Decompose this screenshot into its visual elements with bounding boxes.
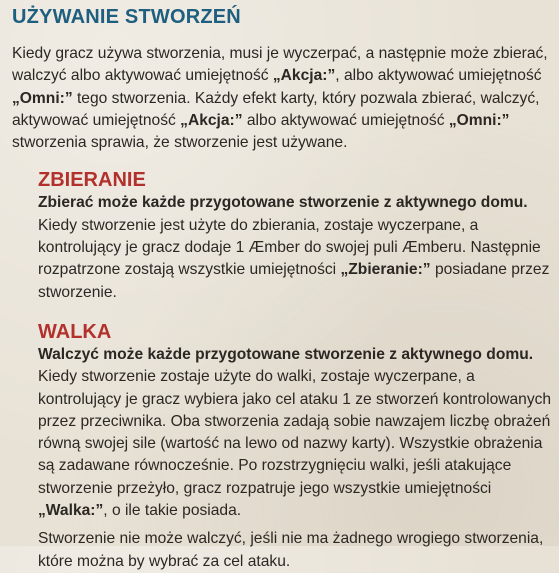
- intro-text: albo aktywować umiejętność: [242, 111, 449, 129]
- intro-keyword: „Akcja:”: [180, 111, 243, 129]
- rules-page: [12, 6, 552, 573]
- intro-text: tego stworzenia. Każdy efekt karty, który pozwala zbierać, walczyć, aktywować umiejętność: [12, 89, 540, 129]
- walka-body-2: , o ile takie posiada.: [103, 502, 242, 520]
- intro-paragraph: [12, 43, 552, 154]
- intro-keyword: „Omni:”: [12, 89, 73, 107]
- zbieranie-keyword: „Zbieranie:”: [340, 261, 431, 279]
- intro-text: Kiedy gracz używa stworzenia, musi je wyczerpać, a następnie może zbierać, walczyć albo aktywować umiejętność: [12, 45, 548, 85]
- zbieranie-body-1: Kiedy stworzenie jest użyte do zbierania, zostaje wyczerpane, a kontrolujący je gracz dodaje 1 Æmber do swojej puli Æmberu. Następnie rozpatrzone zostają wszystkie umiejętności: [38, 216, 541, 279]
- intro-keyword: „Akcja:”: [272, 67, 336, 85]
- intro-text: , albo aktywować umiejętność: [335, 67, 542, 85]
- zbieranie-paragraph: [38, 192, 552, 303]
- walka-keyword: „Walka:”: [38, 502, 104, 520]
- section-heading-walka: WALKA: [38, 320, 112, 343]
- walka-paragraph: [38, 344, 552, 522]
- walka-lead: Walczyć może każde przygotowane stworzenie z aktywnego domu.: [38, 345, 534, 363]
- walka-body-1: Kiedy stworzenie zostaje użyte do walki, zostaje wyczerpane, a kontrolujący je gracz wybiera jako cel ataku 1 ze stworzeń kontrolowanych przez przeciwnika. Oba stworzenia zadają sobie nawzajem liczbę obrażeń równą swojej sile (wartość na lewo od nazwy karty). Wszystkie obrażenia są zadawane równocześnie. Po rozstrzygnięciu walki, jeśli atakujące stworzenie przeżyło, gracz rozpatruje jego wszystkie umiejętności: [38, 368, 552, 497]
- section-heading-zbieranie: ZBIERANIE: [38, 169, 146, 192]
- intro-keyword: „Omni:”: [448, 111, 510, 129]
- intro-text: stworzenia sprawia, że stworzenie jest używane.: [12, 134, 348, 152]
- page-title: UŻYWANIE STWORZEŃ: [12, 6, 241, 28]
- walka-paragraph-2: Stworzenie nie może walczyć, jeśli nie ma żadnego wrogiego stworzenia, które można by wybrać za cel ataku.: [38, 530, 544, 570]
- zbieranie-lead: Zbierać może każde przygotowane stworzenie z aktywnego domu.: [38, 194, 528, 212]
- zbieranie-body-2: posiadane przez stworzenie.: [38, 261, 550, 301]
